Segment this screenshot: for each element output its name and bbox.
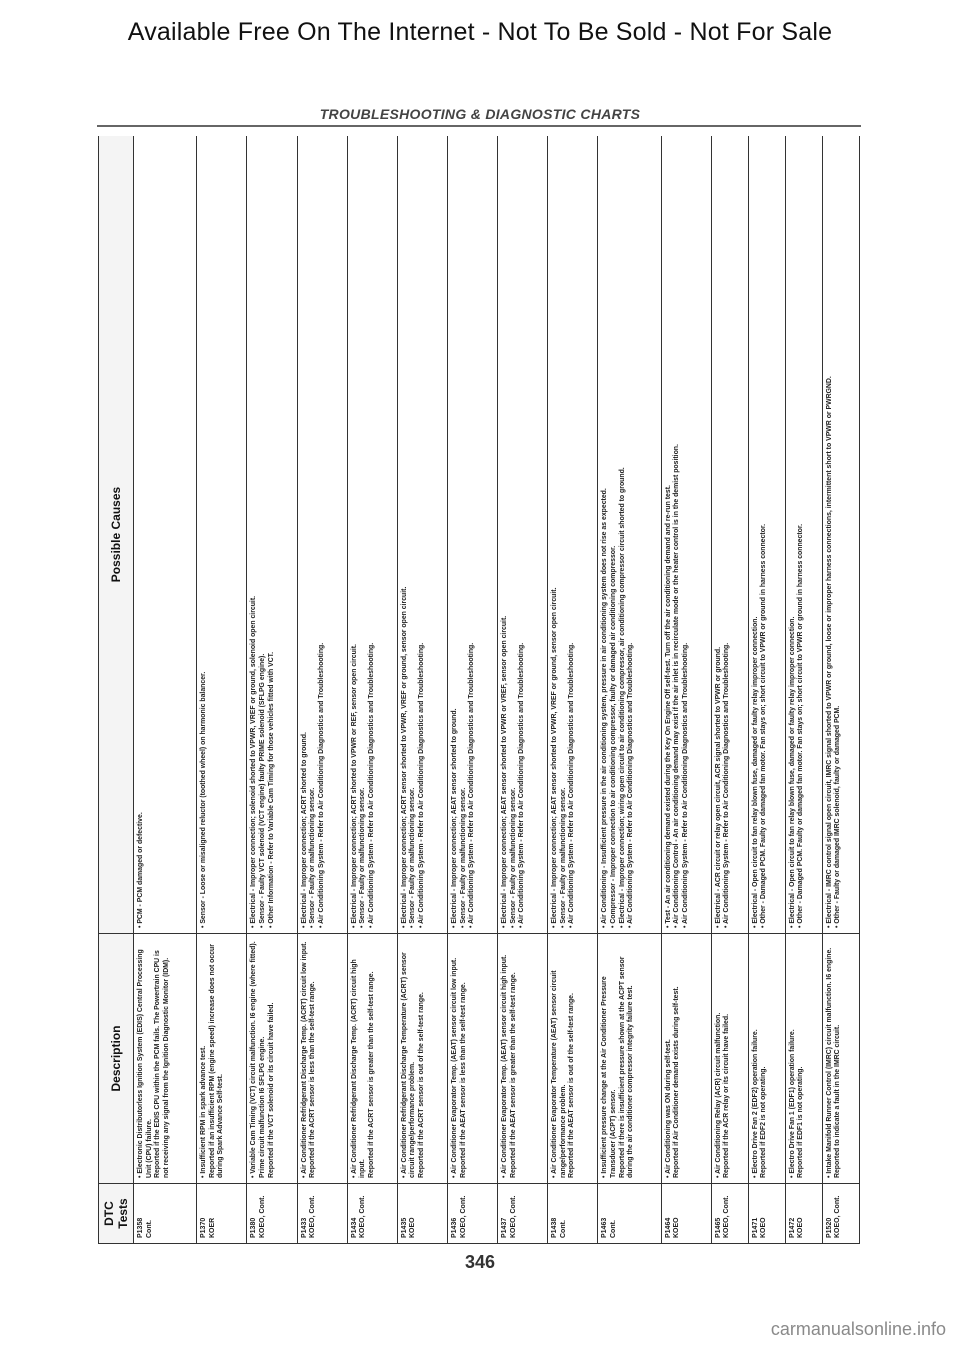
dtc-line: P1435 — [400, 1217, 408, 1238]
causes-cell — [748, 136, 785, 934]
table-row — [347, 136, 397, 1244]
dtc-line: KOEO — [797, 1217, 805, 1238]
description-line: Reported if the ACRT sensor is greater than the self-test range. — [367, 971, 375, 1178]
causes-cell — [197, 136, 247, 934]
description-line: • Electronic Distributorless Ignition System (EDIS) Central Processing Unit (CPU) failure. — [137, 949, 153, 1178]
dtc-line: Cont. — [145, 1220, 153, 1238]
cause-line: • Sensor - Faulty or malfunctioning sensor. — [409, 787, 417, 928]
dtc-line: P1370 — [200, 1217, 208, 1238]
dtc-line: Cont. — [610, 1220, 618, 1238]
description-line: • Air Conditioner Evaporator Temperature (AEAT) sensor circuit range/performance problem. — [551, 970, 567, 1178]
description-line: • Air Conditioner Refridgerant Discharge Temperature (ACRT) sensor circuit range/performance problem. — [400, 952, 417, 1178]
description-line: Reported if EDF2 is not operating. — [760, 1066, 768, 1178]
cause-line: • Compressor - Improper connection to air conditioning compressor, faulty or damaged air conditioning compressor. — [610, 545, 618, 928]
dtc-table — [98, 136, 860, 1244]
dtc-line: Cont. — [559, 1220, 567, 1238]
description-cell — [598, 934, 661, 1184]
description-line: • Variable Cam Timing (VCT) circuit malfunction. I6 engine (where fitted). — [250, 941, 258, 1178]
description-line: Reported to indicate a fault in the IMRC circuit. — [834, 1024, 842, 1178]
cause-line: • Sensor - Faulty or malfunctioning sensor. — [509, 787, 517, 928]
description-line: Reported if the AEAT sensor is out of the self-test range. — [568, 993, 576, 1178]
description-cell — [247, 934, 297, 1184]
causes-cell — [498, 136, 548, 934]
dtc-line: P1380 — [250, 1217, 258, 1238]
dtc-cell — [347, 1184, 397, 1244]
description-line: • Intake Manifold Runner Control (IMRC) circuit malfunction. I6 engine. — [825, 947, 833, 1178]
availability-banner: Available Free On The Internet - Not To Be Sold - Not For Sale — [127, 18, 833, 46]
description-line: Reported if the AEAT sensor is greater than the self-test range. — [509, 972, 517, 1178]
description-line: Reported if the VCT solenoid or its circuit have failed. — [267, 1002, 275, 1178]
description-line: Reported if the ACRT sensor is out of the self-test range. — [418, 992, 426, 1178]
table-row — [711, 136, 748, 1244]
page-header-title: TROUBLESHOOTING & DIAGNOSTIC CHARTS — [319, 106, 641, 122]
description-line: Reported if there is insufficient pressure shown at the ACPT sensor during the air conditioner compressor integrity failure test. — [618, 956, 635, 1178]
description-line: Reported if Air Conditioner demand exists during self-test. — [673, 986, 681, 1178]
description-line: • Insufficient pressure change at the Air Conditioner Pressure Transducer (ACPT) sensor. — [601, 976, 618, 1178]
cause-line: • Sensor - Faulty or malfunctioning sensor. — [459, 787, 467, 928]
description-cell — [748, 934, 785, 1184]
cause-line: • Electrical - Improper connection; ACRT sensor shorted to VPWR, VREF or ground, sensor open circuit. — [400, 586, 408, 928]
dtc-line: KOEO, Cont. — [359, 1195, 367, 1238]
dtc-cell — [297, 1184, 347, 1244]
dtc-cell — [197, 1184, 247, 1244]
cause-line: • Air Conditioning System - Refer to Air Conditioning Diagnostics and Troubleshooting. — [627, 642, 635, 928]
dtc-line: KOEO — [409, 1217, 417, 1238]
causes-cell — [347, 136, 397, 934]
dtc-line: P1464 — [664, 1217, 672, 1238]
dtc-line: P1465 — [714, 1217, 722, 1238]
description-line: • Insufficient RPM in spark advance test. — [200, 1045, 208, 1178]
cause-line: • Electrical - Improper connection; AEAT sensor shorted to VPWR, VREF or ground, sensor open circuit. — [551, 587, 559, 928]
causes-cell — [297, 136, 347, 934]
cause-line: • Sensor - Faulty VCT solenoid (VCT engine) faulty PRIME solenoid (SFLPG engine). — [259, 653, 267, 928]
cause-line: • Air Conditioning Control - An air conditioning demand may exist if the air inlet is in recirculate mode or the heater control is in the demist position. — [673, 444, 681, 928]
table-row — [498, 136, 548, 1244]
causes-cell — [247, 136, 297, 934]
dtc-line: P1433 — [300, 1217, 308, 1238]
description-cell — [397, 934, 447, 1184]
causes-cell — [661, 136, 711, 934]
description-line: • Air Conditioner Evaporator Temp. (AEAT) sensor circuit low input. — [451, 957, 458, 1178]
cause-line: • Air Conditioning System - Refer to Air Conditioning Diagnostics and Troubleshooting. — [681, 642, 689, 928]
dtc-line: KOER — [208, 1217, 216, 1238]
cause-line: • Air Conditioning System - Refer to Air Conditioning Diagnostics and Troubleshooting. — [418, 642, 426, 928]
dtc-cell — [134, 1184, 197, 1244]
cause-line: • Sensor - Faulty or malfunctioning sensor. — [359, 787, 367, 928]
dtc-line: P1434 — [350, 1217, 358, 1238]
dtc-cell — [498, 1184, 548, 1244]
description-cell — [297, 934, 347, 1184]
dtc-table-rotated — [98, 136, 860, 1244]
description-line: • Air Conditioner Refridgerant Discharge Temp. (ACRT) circuit low input. — [300, 941, 308, 1178]
cause-line: • Electrical - Open circuit to fan relay blown fuse, damaged or faulty relay improper connection. — [751, 616, 759, 928]
dtc-cell — [448, 1184, 498, 1244]
dtc-cell — [748, 1184, 785, 1244]
table-body — [134, 136, 860, 1244]
description-cell — [347, 934, 397, 1184]
page-number: 346 — [464, 1252, 496, 1272]
dtc-line: P1520 — [825, 1217, 833, 1238]
dtc-cell — [598, 1184, 661, 1244]
causes-cell — [785, 136, 822, 934]
table-row — [297, 136, 347, 1244]
description-line: • Air Conditioning Relay (ACR) circuit malfunction. — [714, 1012, 722, 1178]
causes-cell — [448, 136, 498, 934]
cause-line: • Electrical - Improper connection; ACRT shorted to VPWR or REF, sensor open circuit. — [350, 644, 358, 928]
description-cell — [711, 934, 748, 1184]
table-row — [397, 136, 447, 1244]
dtc-cell — [711, 1184, 748, 1244]
dtc-line: P1437 — [501, 1217, 509, 1238]
table-header-row — [99, 136, 134, 1244]
watermark: carmanualsonline.info — [770, 1319, 946, 1339]
cause-line: • Sensor - Faulty or malfunctioning sensor. — [309, 787, 317, 928]
dtc-cell — [247, 1184, 297, 1244]
causes-cell — [134, 136, 197, 934]
description-cell — [448, 934, 498, 1184]
cause-line: • Air Conditioning System - Refer to Air Conditioning Diagnostics and Troubleshooting. — [468, 642, 476, 928]
dtc-cell — [785, 1184, 822, 1244]
description-line: • Electro Drive Fan 2 (EDF2) operation failure. — [751, 1029, 759, 1178]
causes-cell — [711, 136, 748, 934]
cause-line: • Air Conditioning System - Refer to Air Conditioning Diagnostics and Troubleshooting. — [723, 642, 731, 928]
dtc-line: KOEO, Cont. — [723, 1195, 731, 1238]
cause-line: • Electrical - IMRC control signal open circuit, IMRC signal shorted to VPWR or ground, loose or improper harness connections, intermittent short to VPWR or PWRGND. — [825, 376, 833, 928]
dtc-line: P1436 — [451, 1217, 458, 1238]
header-dtc-tests: DTC Tests — [99, 1184, 134, 1244]
table-row — [785, 136, 822, 1244]
description-line: Reported if the ACR relay or its circuit have failed. — [723, 1013, 731, 1178]
dtc-line: P1472 — [788, 1217, 796, 1238]
description-line: • Air Conditioner Evaporator Temp. (AEAT) sensor circuit high input. — [501, 954, 509, 1178]
table-row — [748, 136, 785, 1244]
dtc-cell — [661, 1184, 711, 1244]
cause-line: • PCM - PCM damaged or defective. — [137, 812, 144, 928]
description-line: • Electro Drive Fan 1 (EDF1) operation failure. — [788, 1029, 796, 1178]
cause-line: • Electrical - Improper connection; solenoid shorted to VPWR, VREF or ground, solenoid open circuit. — [250, 595, 258, 928]
causes-cell — [397, 136, 447, 934]
cause-line: • Other - Damaged PCM. Faulty or damaged fan motor. Fan stays on; short circuit to VPWR or ground in harness connector. — [760, 523, 768, 928]
causes-cell — [598, 136, 661, 934]
dtc-table-container — [98, 136, 860, 1244]
cause-line: • Air Conditioning System - Refer to Air Conditioning Diagnostics and Troubleshooting. — [568, 642, 576, 928]
description-cell — [197, 934, 247, 1184]
dtc-line: KOEO, Cont. — [459, 1195, 467, 1238]
header-description: Description — [99, 934, 134, 1184]
cause-line: • Sensor - Faulty or malfunctioning sensor. — [559, 787, 567, 928]
description-line: Prime circuit malfunction I6 SFLPG engine. — [259, 1036, 267, 1178]
cause-line: • Other Information - Refer to Variable Cam Timing for those vehicles fitted with VCT. — [267, 651, 275, 928]
description-cell — [498, 934, 548, 1184]
table-row — [661, 136, 711, 1244]
header-possible-causes: Possible Causes — [99, 136, 134, 934]
dtc-line: KOEO — [760, 1217, 768, 1238]
dtc-cell — [397, 1184, 447, 1244]
description-line: Reported if the ACRT sensor is less than the self-test range. — [309, 981, 317, 1178]
description-cell — [548, 934, 598, 1184]
cause-line: • Other - Damaged PCM. Faulty or damaged fan motor. Fan stays on; short circuit to VPWR or ground in harness connector. — [797, 523, 805, 928]
table-row — [598, 136, 661, 1244]
causes-cell — [822, 136, 859, 934]
table-row — [548, 136, 598, 1244]
dtc-line: KOEO, Cont. — [834, 1195, 842, 1238]
description-cell — [785, 934, 822, 1184]
cause-line: • Sensor - Loose or misaligned reluctor (toothed wheel) on harmonic balancer. — [200, 671, 208, 928]
description-line: Reported if EDF1 is not operating. — [797, 1066, 805, 1178]
cause-line: • Air Conditioning - Insufficient pressure in the air conditioning system, pressure in air conditioning system does not rise as expected. — [601, 488, 609, 928]
cause-line: • Electrical - ACR circuit or relay open circuit, ACR signal shorted to VPWR or ground. — [714, 646, 722, 928]
dtc-cell — [822, 1184, 859, 1244]
description-cell — [822, 934, 859, 1184]
description-cell — [134, 934, 197, 1184]
dtc-line: KOEO — [673, 1217, 681, 1238]
description-line: Reported if the AEAT sensor is less than the self-test range. — [459, 982, 467, 1178]
description-line: Reported if the EDIS CPU within the PCM fails. The Powertrain CPU is not receiving any signal from the Ignition Diagnostic Monitor (IDM). — [154, 950, 170, 1178]
dtc-line: KOEO, Cont. — [509, 1195, 517, 1238]
description-line: • Air Conditioning was ON during self-test. — [664, 1039, 672, 1178]
cause-line: • Electrical - Improper connection; AEAT sensor shorted to VPWR or VREF, sensor open circuit. — [501, 615, 509, 928]
table-row — [197, 136, 247, 1244]
dtc-line: P1463 — [601, 1217, 609, 1238]
description-line: Reported if an insufficient RPM (engine speed) increase does not occur during Spark Advance Self-test. — [208, 944, 225, 1178]
cause-line: • Air Conditioning System - Refer to Air Conditioning Diagnostics and Troubleshooting. — [518, 642, 526, 928]
cause-line: • Electrical - Improper connection; ACRT shorted to ground. — [300, 732, 308, 928]
dtc-line: KOEO, Cont. — [309, 1195, 317, 1238]
description-line: • Air Conditioner Refridgerant Discharge Temp. (ACRT) circuit high input. — [350, 959, 367, 1178]
cause-line: • Air Conditioning System - Refer to Air Conditioning Diagnostics and Troubleshooting. — [367, 642, 375, 928]
cause-line: • Other - Faulty or damaged IMRC solenoid, faulty or damaged PCM. — [834, 705, 842, 928]
causes-cell — [548, 136, 598, 934]
table-row — [247, 136, 297, 1244]
dtc-cell — [548, 1184, 598, 1244]
description-cell — [661, 934, 711, 1184]
dtc-line: P1471 — [751, 1217, 759, 1238]
dtc-line: P1438 — [551, 1217, 559, 1238]
dtc-line: KOEO, Cont. — [259, 1195, 267, 1238]
cause-line: • Electrical - Open circuit to fan relay blown fuse, damaged or faulty relay improper connection. — [788, 616, 796, 928]
table-row — [448, 136, 498, 1244]
table-row — [134, 136, 197, 1244]
dtc-line: P1358 — [137, 1217, 144, 1238]
cause-line: • Electrical - Improper connection; wiring open circuit to air conditioning compressor, air conditioning compressor circuit shorted to ground. — [618, 467, 626, 928]
table-row — [822, 136, 859, 1244]
cause-line: • Test - An air conditioning demand existed during the Key On Engine Off self-test. Turn off the air conditioning demand and re-run test. — [664, 485, 672, 928]
header-divider — [97, 125, 861, 127]
cause-line: • Electrical - Improper connection; AEAT sensor shorted to ground. — [451, 708, 458, 928]
cause-line: • Air Conditioning System - Refer to Air Conditioning Diagnostics and Troubleshooting. — [317, 642, 325, 928]
